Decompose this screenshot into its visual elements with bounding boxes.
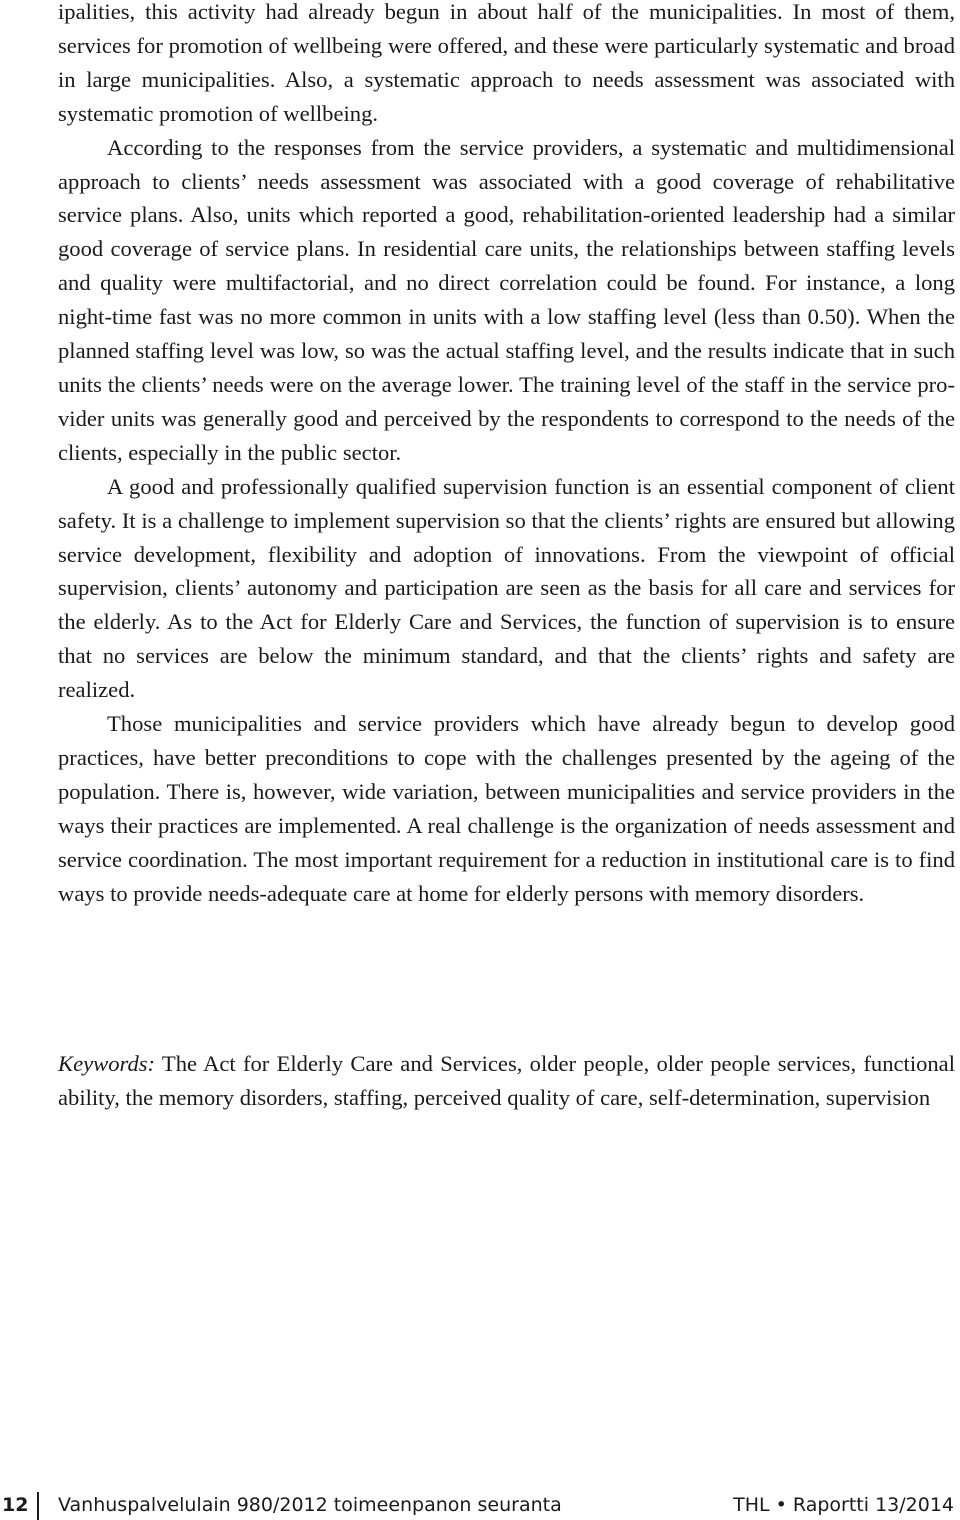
footer-divider	[37, 1492, 39, 1520]
paragraph-2: According to the responses from the service providers, a systematic and multidimensional approach to clients’ needs assessment was associated with a good coverage of rehabilitative service plans. Also, units which reported a good, rehabilitation-oriented leadership had a similar good coverage of service plans. In residential care units, the relationships between staffing levels and quality were multifactorial, and no direct correlation could be found. For instance, a long night-time fast was no more common in units with a low staffing level (less than 0.50). When the planned staffing level was low, so was the actual staffing level, and the results indicate that in such units the clients’ needs were on the average lower. The training level of the staff in the service provider units was generally good and perceived by the respondents to correspond to the needs of the clients, especially in the public sector.	[58, 134, 955, 465]
keywords-label: Keywords:	[58, 1051, 156, 1076]
keywords-block	[58, 1047, 955, 1115]
paragraph-1: ipalities, this activity had already begun in about half of the municipalities. In most of them, services for promotion of wellbeing were offered, and these were particularly systematic and broad in large municipalities. Also, a systematic approach to needs assessment was associated with systematic promotion of wellbeing.	[58, 0, 955, 126]
page-number: 12	[2, 1494, 29, 1516]
paragraph-4: Those municipalities and service providers which have already begun to develop good practices, have better preconditions to cope with the challenges presented by the ageing of the population. There is, however, wide variation, between municipalities and service providers in the ways their practices are implemented. A real challenge is the organization of needs assessment and service coordination. The most important requirement for a reduction in institutional care is to find ways to provide needs-adequate care at home for elderly persons with memory disorders.	[58, 711, 955, 906]
keywords-text: The Act for Elderly Care and Services, older people, older people services, functional ability, the memory disorders, staffing, perceived quality of care, self-determination, supervision	[58, 1051, 955, 1110]
page-body	[58, 0, 955, 910]
paragraph-3: A good and professionally qualified supervision function is an essential component of client safety. It is a challenge to implement supervision so that the clients’ rights are ensured but allowing service development, flexibility and adoption of innovations. From the viewpoint of official supervision, clients’ autonomy and participation are seen as the basis for all care and services for the elderly. As to the Act for Elderly Care and Services, the function of supervision is to ensure that no services are below the minimum standard, and that the clients’ rights and safety are realized.	[58, 473, 955, 703]
footer-series-title: Vanhuspalvelulain 980/2012 toimeenpanon seuranta	[58, 1494, 562, 1516]
footer-publisher: THL • Raportti 13/2014	[733, 1494, 954, 1516]
page-footer	[0, 1492, 960, 1520]
